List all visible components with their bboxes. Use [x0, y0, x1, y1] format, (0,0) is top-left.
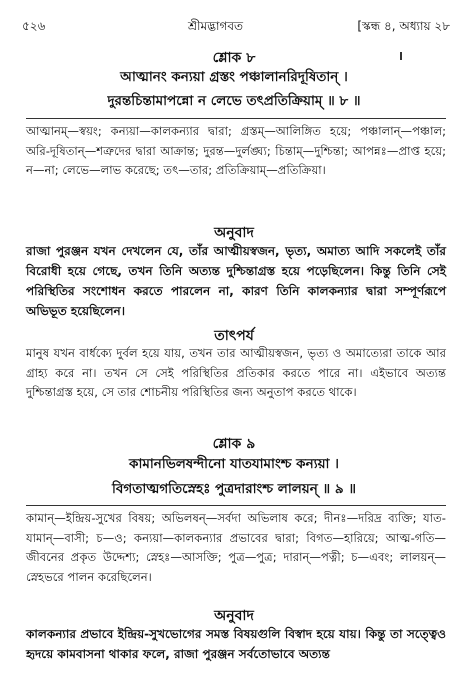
verse-8-synonyms: আত্মানম্—স্বয়ং; কন্যয়া—কালকন্যার দ্বারা; গ্রস্তম্—আলিঙ্গিত হয়ে; পঞ্চালান্—পঞ্চাল; অরি-দূষিতান্—শত্রুদের দ্বারা আক্রান্ত; দুরন্ত—দুর্লঙ্ঘ্য; চিন্তাম্—দুশ্চিন্তা; আপন্নঃ—প্রাপ্ত হয়ে; ন—না; লেভে—লাভ করেছে; তৎ—তার; প্রতিক্রিয়াম্—প্রতিক্রিয়া।	[26, 124, 446, 177]
book-page	[18, 0, 450, 695]
verse-9-translation-heading: অনুবাদ	[214, 608, 254, 624]
verse-8-translation-heading: অনুবাদ	[214, 225, 254, 241]
verse-9-heading: শ্লোক ৯	[212, 436, 256, 452]
verse-9-synonyms: কামান্—ইন্দ্রিয়-সুখের বিষয়; অভিলষন্—সর্বদা অভিলাষ করে; দীনঃ—দরিদ্র ব্যক্তি; যাত-যামান্—বাসী; চ—ও; কন্যয়া—কালকন্যার প্রভাবের দ্বারা; বিগত—হারিয়ে; আত্ম-গতি—জীবনের প্রকৃত উদ্দেশ্য; স্নেহঃ—আসক্তি; পুত্র—পুত্র; দারান্—পত্নী; চ—এবং; লালয়ন্—স্নেহভরে পালন করেছিলেন।	[26, 511, 446, 584]
divider	[26, 505, 446, 506]
book-title: শ্রীমদ্ভাগবত	[188, 19, 244, 33]
verse-9-line-1: কামানভিলষন্দীনো যাতযামাংশ্চ কন্যয়া ।	[129, 456, 339, 472]
verse-8-purport: মানুষ যখন বার্ধক্যে দুর্বল হয়ে যায়, তখন তার আত্মীয়স্বজন, ভৃত্য ও অমাত্যেরা তাকে আর গ্রাহ্য করে না। তখন সে সেই পরিস্থিতির প্রতিকার করতে পারে না। এইভাবে অত্যন্ত দুশ্চিন্তাগ্রস্ত হয়ে, সে তার শোচনীয় পরিস্থিতির জন্য অনুতাপ করতে থাকে।	[26, 346, 446, 399]
verse-8-heading: শ্লোক ৮	[212, 50, 256, 66]
verse-8-line-2: দুরন্তচিন্তামাপন্নো ন লেভে তৎপ্রতিক্রিয়াম্ ॥ ৮ ॥	[107, 93, 361, 109]
verse-9-translation: কালকন্যার প্রভাবে ইন্দ্রিয়-সুখভোগের সমস্ত বিষয়গুলি বিস্বাদ হয়ে যায়। কিন্তু তা সত্ত্বেও হৃদয়ে কামবাসনা থাকার ফলে, রাজা পুরঞ্জন সর্বতোভাবে অত্যন্ত	[26, 627, 446, 661]
verse-9-line-2: বিগতাত্মগতিস্নেহঃ পুত্রদারাংশ্চ লালয়ন্ ॥ ৯ ॥	[112, 481, 356, 497]
page-number: ৫২৬	[22, 19, 46, 33]
verse-8-purport-heading: তাৎপর্য	[214, 328, 254, 344]
verse-8-translation: রাজা পুরঞ্জন যখন দেখলেন যে, তাঁর আত্মীয়স্বজন, ভৃত্য, অমাত্য আদি সকলেই তাঁর বিরোধী হয়ে গেছে, তখন তিনি অত্যন্ত দুশ্চিন্তাগ্রস্ত হয়ে পড়েছিলেন। কিন্তু তিনি সেই পরিস্থিতির সংশোধন করতে পারলেন না, কারণ তিনি কালকন্যার দ্বারা সম্পূর্ণরূপে অভিভূত হয়েছিলেন।	[26, 244, 446, 318]
page-header	[18, 18, 450, 38]
divider	[26, 118, 446, 119]
verse-8-line-1: আত্মানং কন্যয়া গ্রস্তং পঞ্চালানরিদূষিতান্ ।	[120, 69, 348, 85]
section-reference: [স্কন্ধ ৪, অধ্যায় ২৮	[357, 19, 450, 33]
